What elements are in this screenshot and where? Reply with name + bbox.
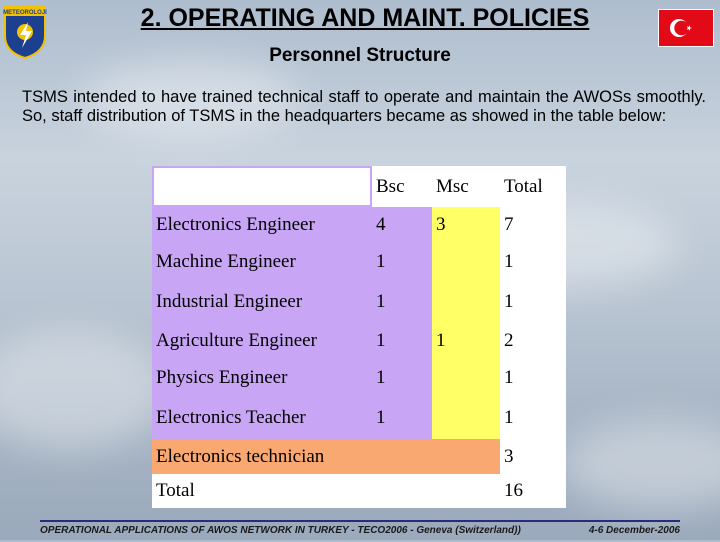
page-title: 2. OPERATING AND MAINT. POLICIES — [140, 4, 590, 32]
table-cell-total: 1 — [504, 407, 514, 428]
table-cell-msc — [432, 474, 500, 508]
table-cell-msc — [432, 281, 500, 323]
footer-conference: OPERATIONAL APPLICATIONS OF AWOS NETWORK IN TURKEY - TECO2006 - Geneva (Switzerland)) — [40, 525, 521, 536]
table-cell-role: Electronics Teacher — [156, 407, 306, 428]
table-cell-total: 3 — [504, 446, 514, 467]
background-cloud — [560, 420, 720, 510]
table-column-header: Msc — [436, 176, 469, 197]
page-subtitle: Personnel Structure — [269, 45, 451, 66]
table-cell-msc — [432, 439, 500, 474]
table-cell-msc — [432, 243, 500, 281]
footer — [40, 520, 680, 542]
table-column-header: Bsc — [376, 176, 405, 197]
table-cell-total: 1 — [504, 251, 514, 272]
table-cell-role: Total — [156, 480, 195, 501]
table-cell-msc: 3 — [436, 214, 446, 235]
table-cell-role: Electronics Engineer — [156, 214, 315, 235]
table-cell-role: Electronics technician — [156, 446, 325, 467]
table-cell-bsc — [372, 474, 432, 508]
table-cell-bsc: 1 — [376, 330, 386, 351]
table-cell-bsc: 1 — [376, 407, 386, 428]
turkish-flag-icon — [658, 9, 714, 47]
table-cell-total: 7 — [504, 214, 514, 235]
intro-paragraph: TSMS intended to have trained technical staff to operate and maintain the AWOSs smoothly. So, staff distribution of TSMS in the headquarters became as showed in the table below: — [22, 88, 706, 125]
table-cell-bsc: 4 — [376, 214, 386, 235]
table-cell-bsc: 1 — [376, 291, 386, 312]
table-cell-role: Industrial Engineer — [156, 291, 303, 312]
table-cell-total: 2 — [504, 330, 514, 351]
table-cell-bsc — [372, 439, 432, 474]
table-cell-role: Physics Engineer — [156, 367, 288, 388]
background-cloud — [0, 330, 170, 450]
table-cell-total: 1 — [504, 291, 514, 312]
table-header-blank — [154, 168, 370, 205]
table-cell-bsc: 1 — [376, 251, 386, 272]
table-cell-role: Machine Engineer — [156, 251, 296, 272]
table-cell-msc — [432, 359, 500, 397]
footer-date: 4-6 December-2006 — [588, 525, 680, 536]
table-cell-bsc: 1 — [376, 367, 386, 388]
table-cell-msc: 1 — [436, 330, 446, 351]
table-column-header: Total — [504, 176, 543, 197]
table-cell-role: Agriculture Engineer — [156, 330, 317, 351]
table-cell-msc — [432, 397, 500, 439]
svg-text:METEOROLOJI: METEOROLOJI — [3, 10, 47, 16]
table-cell-total: 16 — [504, 480, 523, 501]
table-cell-total: 1 — [504, 367, 514, 388]
